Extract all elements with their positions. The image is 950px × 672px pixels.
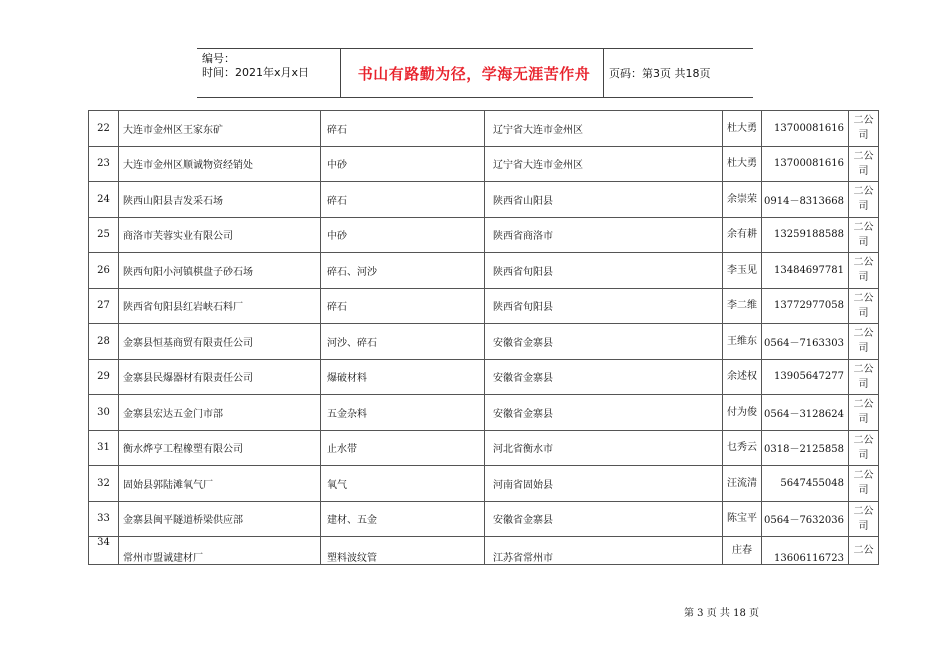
row-number-cell: 23 [89,146,119,182]
supplied-goods-cell: 建材、五金 [321,501,485,537]
table-row [89,288,879,324]
contact-person-cell: 杜大勇 [723,146,762,182]
supplier-address-cell: 陕西省旬阳县 [485,253,723,289]
contact-person-cell: 杜大勇 [723,111,762,147]
contact-person-cell: 乜秀云 [723,430,762,466]
header-meta [202,52,340,80]
contact-person-cell: 余述权 [723,359,762,395]
header-page-info: 页码：第3页 共18页 [609,67,711,80]
contact-person-cell: 汪流清 [723,466,762,502]
remark-cell: 二公司 [849,430,879,466]
contact-person-cell: 余有耕 [723,217,762,253]
contact-phone-cell: 0564－3128624 [762,395,849,431]
supplier-name-cell: 金寨县宏达五金门市部 [119,395,321,431]
supplied-goods-cell: 中砂 [321,146,485,182]
supplier-name-cell: 金寨县闽平隧道桥梁供应部 [119,501,321,537]
supplier-name-cell: 固始县郭陆滩氧气厂 [119,466,321,502]
supplied-goods-cell: 五金杂料 [321,395,485,431]
supplier-address-cell: 河南省固始县 [485,466,723,502]
remark-cell: 二公司 [849,288,879,324]
remark-cell: 二公司 [849,395,879,431]
supplier-name-cell: 衡水烨亨工程橡塑有限公司 [119,430,321,466]
contact-person-cell: 余崇荣 [723,182,762,218]
supplier-name-cell: 陕西旬阳小河镇棋盘子砂石场 [119,253,321,289]
contact-person-cell: 王维东 [723,324,762,360]
contact-phone-cell: 13905647277 [762,359,849,395]
supplied-goods-cell: 河沙、碎石 [321,324,485,360]
supplier-address-cell: 陕西省旬阳县 [485,288,723,324]
row-number-cell: 30 [89,395,119,431]
page-footer: 第 3 页 共 18 页 [684,608,759,619]
page-header [197,48,753,98]
contact-phone-cell: 0564－7632036 [762,501,849,537]
contact-phone-cell: 0564－7163303 [762,324,849,360]
supplier-address-cell: 河北省衡水市 [485,430,723,466]
remark-cell: 二公司 [849,359,879,395]
supplier-address-cell: 安徽省金寨县 [485,501,723,537]
serial-label: 编号： [202,52,235,65]
remark-cell: 二公司 [849,217,879,253]
row-number-cell: 28 [89,324,119,360]
header-motto: 书山有路勤为径，学海无涯苦作舟 [357,64,591,83]
table-row [89,146,879,182]
remark-cell: 二公司 [849,501,879,537]
header-divider [603,49,604,97]
supplier-name-cell: 陕西山阳县吉发采石场 [119,182,321,218]
supplied-goods-cell: 碎石 [321,182,485,218]
row-number-cell: 29 [89,359,119,395]
contact-phone-cell: 13772977058 [762,288,849,324]
table-row [89,537,879,565]
supplied-goods-cell: 碎石 [321,111,485,147]
supplier-name-cell: 陕西省旬阳县红岩峡石料厂 [119,288,321,324]
row-number-cell: 27 [89,288,119,324]
supplied-goods-cell: 碎石 [321,288,485,324]
supplied-goods-cell: 止水带 [321,430,485,466]
table-row [89,501,879,537]
table-row [89,217,879,253]
contact-phone-cell: 13606116723 [762,537,849,565]
table-row [89,359,879,395]
supplier-table-body [89,111,879,565]
contact-phone-cell: 13700081616 [762,146,849,182]
remark-cell: 二公司 [849,324,879,360]
supplier-table [88,110,879,565]
supplier-name-cell: 商洛市芙蓉实业有限公司 [119,217,321,253]
contact-person-cell: 庄春 [723,537,762,565]
row-number-cell: 25 [89,217,119,253]
supplier-name-cell: 金寨县恒基商贸有限责任公司 [119,324,321,360]
supplier-name-cell: 大连市金州区王家东矿 [119,111,321,147]
table-row [89,430,879,466]
table-row [89,111,879,147]
remark-cell: 二公司 [849,146,879,182]
contact-person-cell: 李二维 [723,288,762,324]
time-label: 时间：2021年x月x日 [202,66,310,79]
supplied-goods-cell: 碎石、河沙 [321,253,485,289]
supplier-address-cell: 安徽省金寨县 [485,359,723,395]
row-number-cell: 34 [89,537,119,565]
remark-cell: 二公司 [849,253,879,289]
supplier-address-cell: 安徽省金寨县 [485,395,723,431]
remark-cell: 二公司 [849,466,879,502]
contact-phone-cell: 13700081616 [762,111,849,147]
supplier-address-cell: 辽宁省大连市金州区 [485,111,723,147]
supplier-address-cell: 陕西省山阳县 [485,182,723,218]
supplied-goods-cell: 氧气 [321,466,485,502]
contact-person-cell: 李玉见 [723,253,762,289]
supplied-goods-cell: 爆破材料 [321,359,485,395]
supplier-name-cell: 常州市盟诚建材厂 [119,537,321,565]
supplier-address-cell: 辽宁省大连市金州区 [485,146,723,182]
supplied-goods-cell: 中砂 [321,217,485,253]
contact-phone-cell: 13484697781 [762,253,849,289]
supplier-address-cell: 安徽省金寨县 [485,324,723,360]
contact-phone-cell: 5647455048 [762,466,849,502]
contact-phone-cell: 0914－8313668 [762,182,849,218]
remark-cell: 二公司 [849,111,879,147]
remark-cell: 二公司 [849,182,879,218]
row-number-cell: 24 [89,182,119,218]
supplier-name-cell: 大连市金州区顺诚物资经销处 [119,146,321,182]
row-number-cell: 32 [89,466,119,502]
row-number-cell: 31 [89,430,119,466]
table-row [89,182,879,218]
row-number-cell: 33 [89,501,119,537]
table-row [89,324,879,360]
table-row [89,253,879,289]
contact-person-cell: 付为俊 [723,395,762,431]
row-number-cell: 22 [89,111,119,147]
supplier-address-cell: 江苏省常州市 [485,537,723,565]
header-divider [340,49,341,97]
contact-person-cell: 陈宝平 [723,501,762,537]
supplier-address-cell: 陕西省商洛市 [485,217,723,253]
remark-cell: 二公 [849,537,879,565]
contact-phone-cell: 13259188588 [762,217,849,253]
supplier-name-cell: 金寨县民爆器材有限责任公司 [119,359,321,395]
table-row [89,395,879,431]
supplied-goods-cell: 塑料波纹管 [321,537,485,565]
contact-phone-cell: 0318－2125858 [762,430,849,466]
row-number-cell: 26 [89,253,119,289]
table-row [89,466,879,502]
